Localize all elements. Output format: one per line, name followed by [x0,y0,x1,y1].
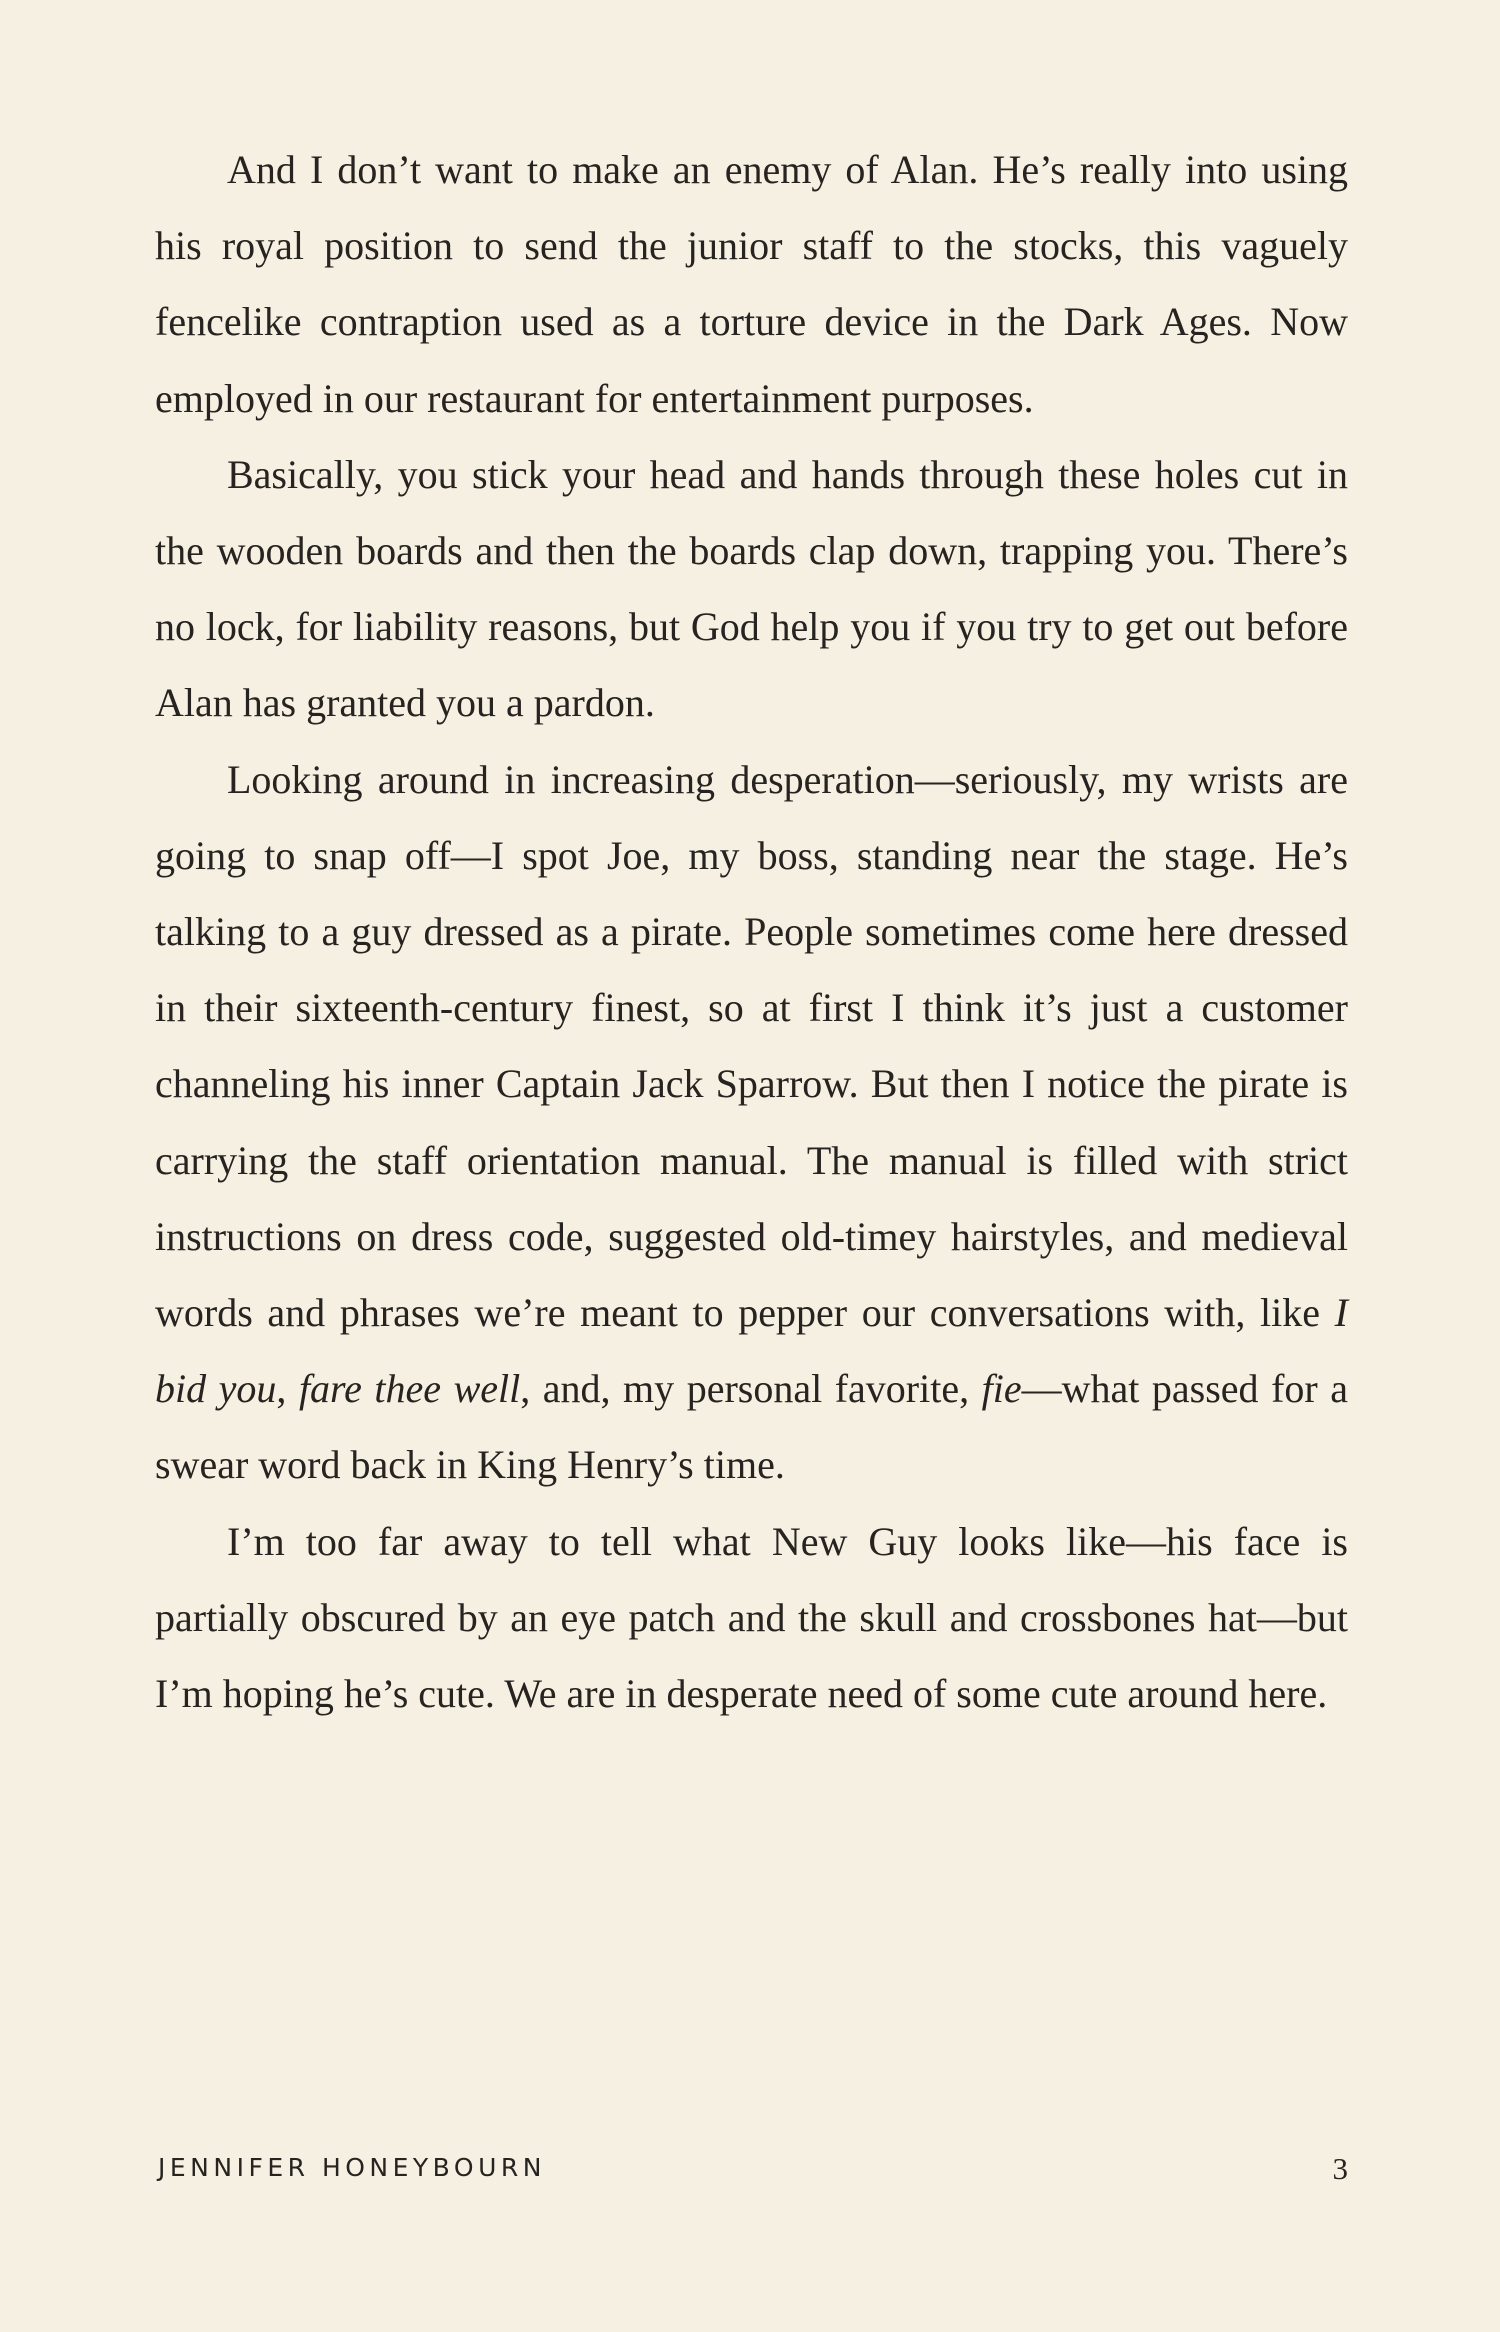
text-run: I’m too far away to tell what New Guy looks like—his face is partially obscured by an eye patch and the skull and crossbones hat—but I’m hoping he’s cute. We are in desperate need of some cute around here. [155,1518,1348,1717]
text-run: , and, my personal favorite, [520,1366,982,1412]
running-footer-author: JENNIFER HONEYBOURN [158,2153,546,2182]
paragraph [155,437,1348,742]
text-run: —what passed for a swear word back in King Henry’s time. [155,1366,1349,1488]
paragraph [155,132,1348,437]
text-run: And I don’t want to make an enemy of Alan. He’s really into using his royal position to send the junior staff to the stocks, this vaguely fencelike contraption used as a torture device in the Dark Ages. Now employed in our restaurant for entertainment purposes. [155,147,1348,421]
page-number: 3 [1332,2151,1348,2186]
italic-phrase: fare thee well [298,1366,521,1412]
italic-phrase: fie [981,1366,1022,1412]
text-run: , [276,1366,299,1412]
text-run: Looking around in increasing desperation—seriously, my wrists are going to snap off—I spot Joe, my boss, standing near the stage. He’s talking to a guy dressed as a pirate. People sometimes come here dressed in their sixteenth-century finest, so at first I think it’s just a customer channeling his inner Captain Jack Sparrow. But then I notice the pirate is carrying the staff orientation manual. The manual is filled with strict instructions on dress code, suggested old-timey hairstyles, and medieval words and phrases we’re meant to pepper our conversations with, like [155,756,1348,1336]
paragraph [155,742,1348,1504]
body-text [155,132,1348,1732]
italic-phrase: I bid you [155,1290,1348,1412]
paragraph [155,1504,1348,1733]
text-run: Basically, you stick your head and hands through these holes cut in the wooden boards and then the boards clap down, trapping you. There’s no lock, for liability reasons, but God help you if you try to get out before Alan has granted you a pardon. [155,451,1348,726]
